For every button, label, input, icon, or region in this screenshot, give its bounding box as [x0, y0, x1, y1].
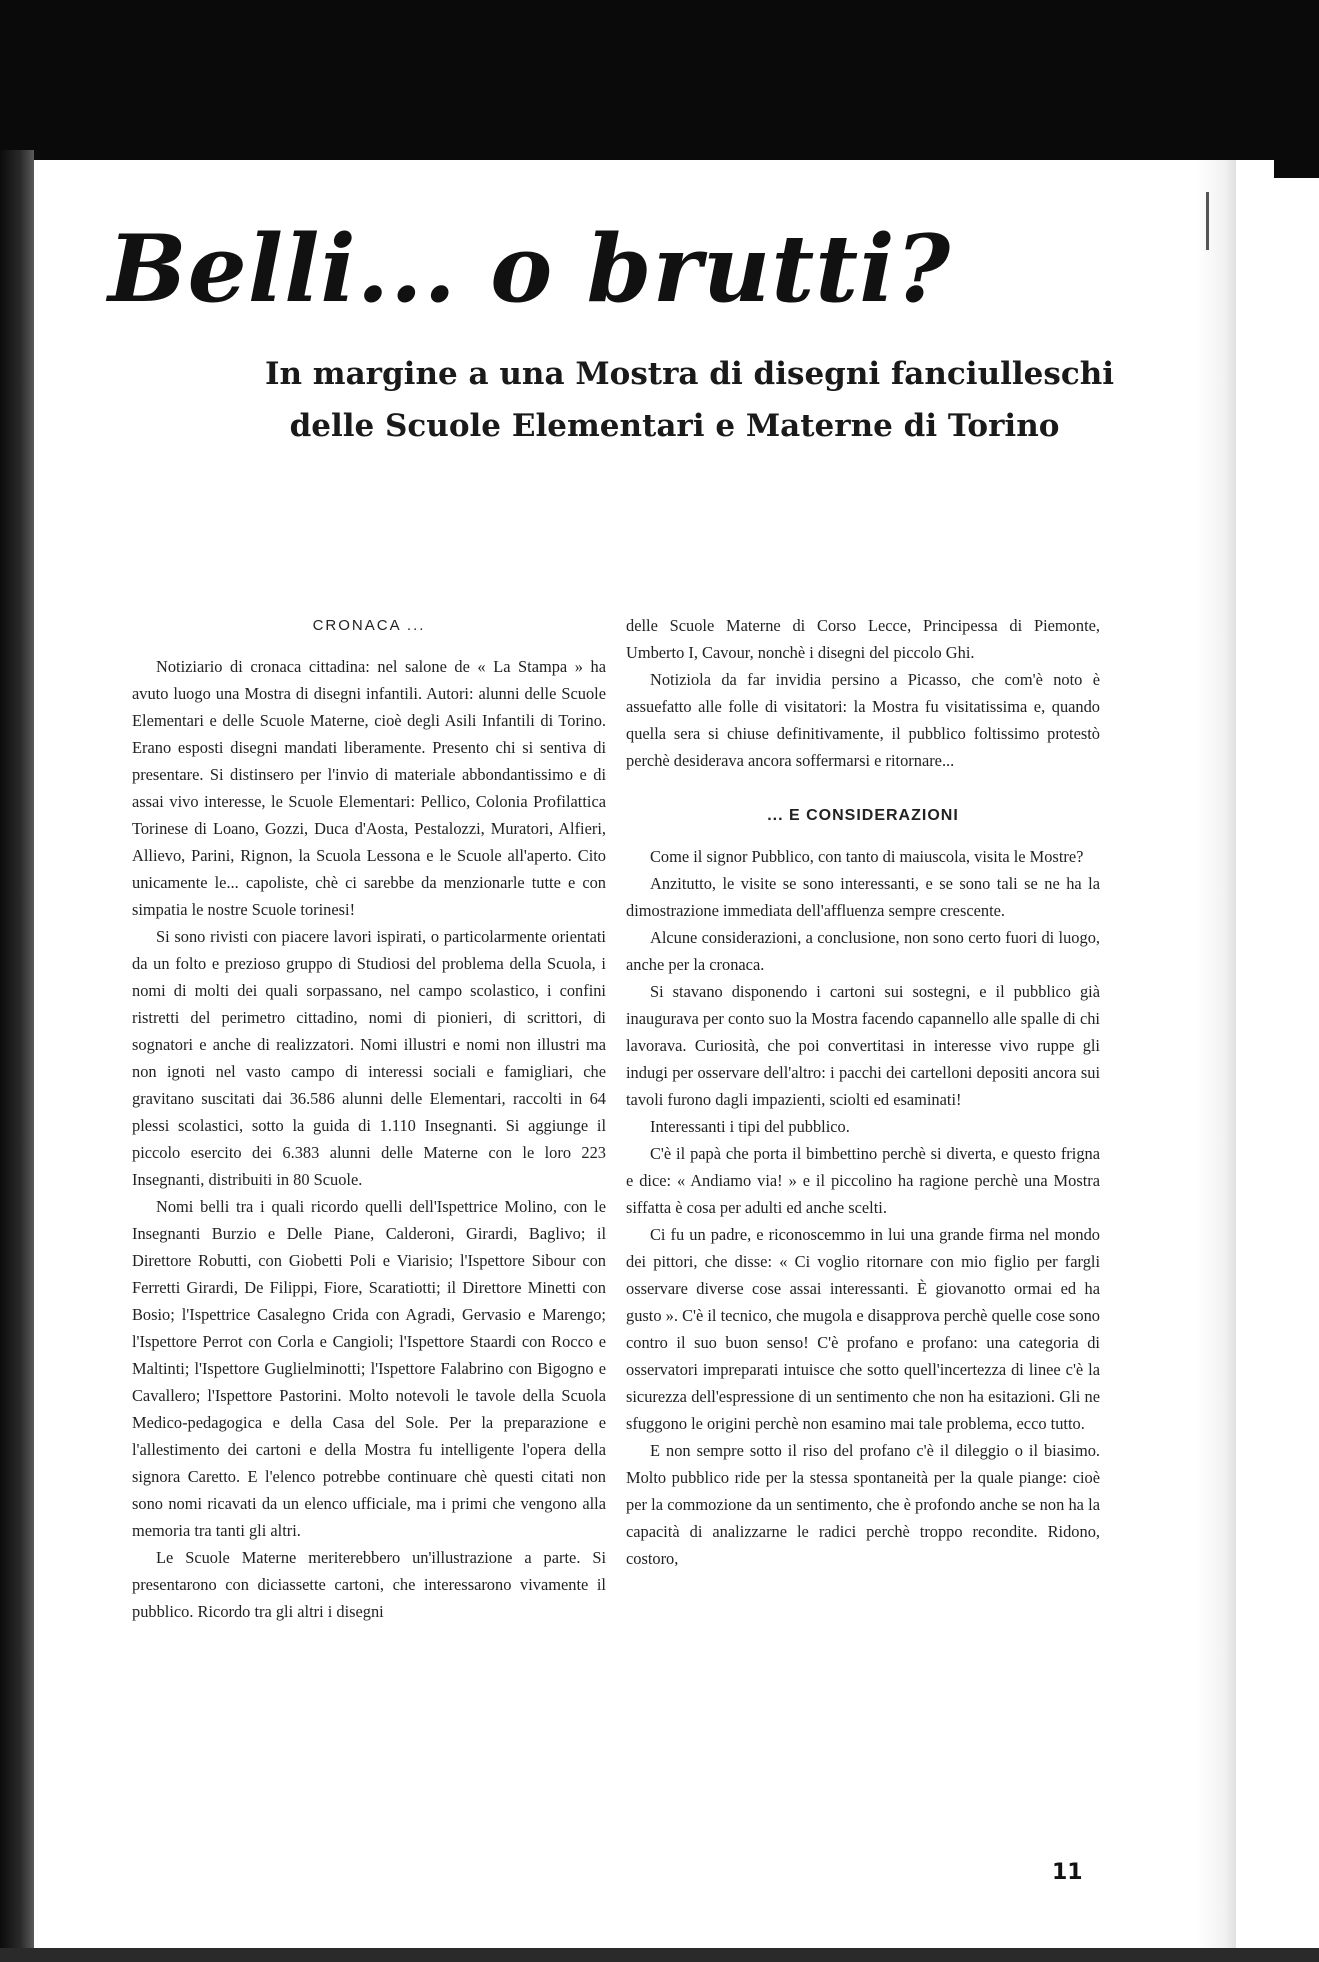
paragraph: Alcune considerazioni, a conclusione, non sono certo fuori di luogo, anche per la cronaca.: [626, 928, 1100, 974]
left-column: [132, 612, 606, 1625]
paragraph: Anzitutto, le visite se sono interessanti, e se sono tali se ne ha la dimostrazione immediata dell'affluenza sempre crescente.: [626, 874, 1100, 920]
scan-top-border: [0, 0, 1319, 178]
page-number: 11: [1052, 1860, 1083, 1885]
scan-bottom-border: [0, 1948, 1319, 1962]
subtitle-line-2: delle Scuole Elementari e Materne di Torino: [289, 408, 1060, 444]
paragraph: Come il signor Pubblico, con tanto di maiuscola, visita le Mostre?: [650, 847, 1084, 866]
right-column: [626, 612, 1100, 1572]
paragraph: delle Scuole Materne di Corso Lecce, Principessa di Piemonte, Umberto I, Cavour, nonchè i disegni del piccolo Ghi.: [626, 616, 1100, 662]
paragraph: Ci fu un padre, e riconoscemmo in lui una grande firma nel mondo dei pittori, che disse: « Ci voglio ritornare con mio figlio per fargli osservare diverse cose assai interessanti. È giovanotto ormai ed ha gusto ». C'è il tecnico, che mugola e disapprova perchè quelle cose sono contro il suo buon senso! C'è profano e profano: una categoria di osservatori impreparati intuisce che sotto quell'incertezza di linee c'è la sicurezza dell'espressione di un sentimento che non ha esitazioni. Gli ne sfuggono le origini perchè non esamino mai tale problema, ecco tutto.: [626, 1225, 1100, 1433]
binding-mark: [1206, 192, 1209, 250]
article-subtitle: [0, 348, 1319, 452]
article-title: Belli... o brutti?: [108, 214, 952, 323]
paragraph: Notiziario di cronaca cittadina: nel salone de « La Stampa » ha avuto luogo una Mostra di disegni infantili. Autori: alunni delle Scuole Elementari e delle Scuole Materne, cioè degli Asili Infantili di Torino. Erano esposti disegni mandati liberamente. Presento chi si sentiva di presentare. Si distinsero per l'invio di materiale abbondantissimo e di assai vivo interesse, le Scuole Elementari: Pellico, Colonia Profilattica Torinese di Loano, Gozzi, Duca d'Aosta, Pestalozzi, Muratori, Alfieri, Allievo, Parini, Rignon, la Scuola Lessona e le Scuole all'aperto. Cito unicamente le... capoliste, chè ci sarebbe da menzionarle tutte e con simpatia le nostre Scuole torinesi!: [132, 657, 606, 919]
paragraph: E non sempre sotto il riso del profano c'è il dileggio o il biasimo. Molto pubblico ride per la stessa spontaneità per la quale piange: cioè per la commozione da un sentimento, che è profondo anche se non ha la capacità di analizzarne le radici perchè troppo recondite. Ridono, costoro,: [626, 1441, 1100, 1568]
paragraph: C'è il papà che porta il bimbettino perchè si diverta, e questo frigna e dice: « Andiamo via! » e il piccolino ha ragione perchè una Mostra siffatta è cosa per adulti ed anche scelti.: [626, 1144, 1100, 1217]
paragraph: Le Scuole Materne meriterebbero un'illustrazione a parte. Si presentarono con diciassette cartoni, che interessarono vivamente il pubblico. Ricordo tra gli altri i disegni: [132, 1548, 606, 1621]
paragraph: Si stavano disponendo i cartoni sui sostegni, e il pubblico già inaugurava per conto suo la Mostra facendo capannello alle spalle di chi lavorava. Curiosità, che poi convertitasi in interesse vivo ruppe gli indugi per osservare dell'altro: i pacchi dei cartelloni depositi ancora sui tavoli furono dagli impazienti, sciolti ed esaminati!: [626, 982, 1100, 1109]
section-heading-considerazioni: ... E CONSIDERAZIONI: [767, 807, 959, 824]
paragraph: Si sono rivisti con piacere lavori ispirati, o particolarmente orientati da un folto e prezioso gruppo di Studiosi del problema della Scuola, i nomi di molti dei quali sorpassano, nel campo scolastico, i confini ristretti del perimetro cittadino, nomi di pionieri, di scrittori, di sognatori e anche di realizzatori. Nomi illustri e nomi non illustri ma non ignoti nel vasto campo di interessi sociali e famigliari, che gravitano suscitati dai 36.586 alunni delle Elementari, raccolti in 64 plessi scolastici, sotto la guida di 1.110 Insegnanti. Si aggiunge il piccolo esercito dei 6.383 alunni delle Materne con le loro 223 Insegnanti, distribuiti in 80 Scuole.: [132, 927, 606, 1189]
section-heading-cronaca: CRONACA ...: [312, 617, 426, 634]
paragraph: Notiziola da far invidia persino a Picasso, che com'è noto è assuefatto alle folle di visitatori: la Mostra fu visitatissima e, quando quella sera si chiuse definitivamente, il pubblico foltissimo protestò perchè desiderava ancora soffermarsi e ritornare...: [626, 670, 1100, 770]
paragraph: Nomi belli tra i quali ricordo quelli dell'Ispettrice Molino, con le Insegnanti Burzio e Delle Piane, Calderoni, Girardi, Baglivo; il Direttore Robutti, con Giobetti Poli e Viarisio; l'Ispettore Sibour con Ferretti Girardi, De Filippi, Fiore, Scaratiotti; il Direttore Minetti con Bosio; l'Ispettrice Casalegno Crida con Agradi, Gervasio e Marengo; l'Ispettore Perrot con Corla e Cangioli; l'Ispettore Staardi con Rocco e Maltinti; l'Ispettore Guglielminotti; l'Ispettore Falabrino con Bigogno e Cavallero; l'Ispettore Pastorini. Molto notevoli le tavole della Scuola Medico-pedagogica e della Casa del Sole. Per la preparazione e l'allestimento dei cartoni e della Mostra fu intelligente l'opera della signora Caretto. E l'elenco potrebbe continuare chè questi citati non sono nomi ricavati da un elenco ufficiale, ma i primi che vengono alla memoria tra tanti gli altri.: [132, 1197, 606, 1540]
paragraph: Interessanti i tipi del pubblico.: [650, 1117, 850, 1136]
subtitle-line-1: In margine a una Mostra di disegni fanciulleschi: [264, 356, 1115, 392]
